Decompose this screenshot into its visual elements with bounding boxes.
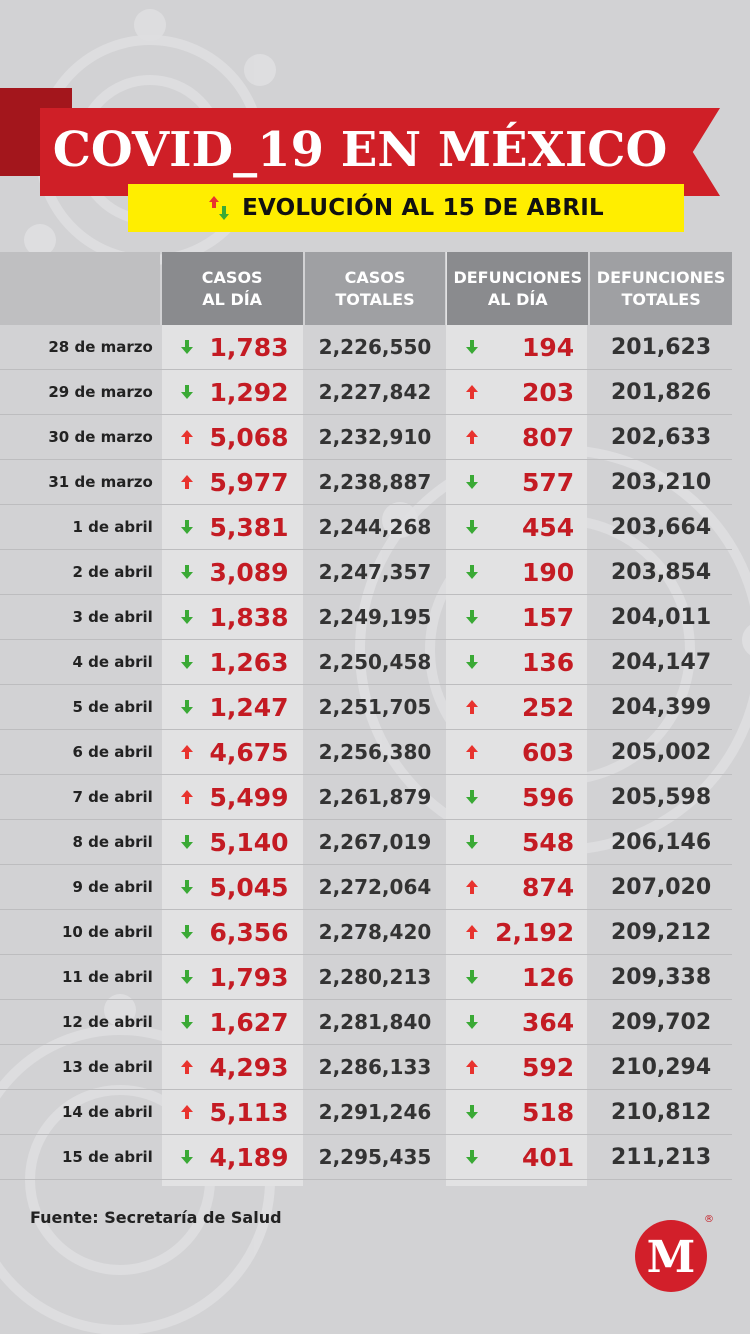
daily-deaths-value: 252 (521, 692, 575, 722)
daily-cases-value: 4,189 (209, 1142, 289, 1172)
total-cases-value: 2,295,435 (318, 1145, 432, 1169)
row-date: 14 de abril (62, 1103, 153, 1121)
total-deaths-value: 207,020 (610, 874, 712, 900)
daily-deaths-value: 364 (521, 1007, 575, 1037)
total-deaths-value: 201,826 (610, 379, 712, 405)
arrow-down-icon (180, 699, 194, 715)
total-deaths-value: 204,011 (610, 604, 712, 630)
total-deaths-value: 205,598 (610, 784, 712, 810)
row-date: 8 de abril (72, 833, 153, 851)
total-cases-value: 2,251,705 (318, 695, 432, 719)
total-deaths-value: 202,633 (610, 424, 712, 450)
arrow-down-icon (180, 879, 194, 895)
arrow-down-icon (465, 969, 479, 985)
table-row (0, 640, 732, 685)
arrow-down-icon (180, 969, 194, 985)
total-deaths-value: 209,212 (610, 919, 712, 945)
total-deaths-value: 204,147 (610, 649, 712, 675)
total-deaths-value: 210,812 (610, 1099, 712, 1125)
total-cases-value: 2,278,420 (318, 920, 432, 944)
arrow-down-icon (180, 924, 194, 940)
row-date: 4 de abril (72, 653, 153, 671)
total-cases-value: 2,238,887 (318, 470, 432, 494)
daily-cases-value: 1,627 (209, 1007, 289, 1037)
arrow-up-icon (465, 429, 479, 445)
arrow-up-icon (465, 924, 479, 940)
arrow-up-icon (180, 789, 194, 805)
arrow-up-icon (465, 699, 479, 715)
row-date: 5 de abril (72, 698, 153, 716)
table-row (0, 595, 732, 640)
row-date: 2 de abril (72, 563, 153, 581)
daily-deaths-value: 596 (521, 782, 575, 812)
total-cases-value: 2,247,357 (318, 560, 432, 584)
total-cases-value: 2,227,842 (318, 380, 432, 404)
row-date: 31 de marzo (48, 473, 153, 491)
daily-deaths-value: 157 (521, 602, 575, 632)
daily-cases-value: 5,977 (209, 467, 289, 497)
total-deaths-value: 201,623 (610, 334, 712, 360)
table-row (0, 325, 732, 370)
table-row (0, 820, 732, 865)
daily-cases-value: 1,793 (209, 962, 289, 992)
daily-deaths-value: 807 (521, 422, 575, 452)
arrow-down-icon (180, 564, 194, 580)
arrow-down-icon (465, 474, 479, 490)
daily-deaths-value: 874 (521, 872, 575, 902)
row-date: 30 de marzo (48, 428, 153, 446)
total-deaths-value: 203,854 (610, 559, 712, 585)
total-cases-value: 2,281,840 (318, 1010, 432, 1034)
total-cases-value: 2,250,458 (318, 650, 432, 674)
row-date: 29 de marzo (48, 383, 153, 401)
total-deaths-value: 203,664 (610, 514, 712, 540)
arrow-down-icon (465, 834, 479, 850)
header-daily-cases: CASOS AL DÍA (162, 252, 303, 325)
total-cases-value: 2,286,133 (318, 1055, 432, 1079)
daily-deaths-value: 518 (521, 1097, 575, 1127)
table-row (0, 1045, 732, 1090)
arrow-up-icon (465, 384, 479, 400)
table-row (0, 730, 732, 775)
daily-deaths-value: 577 (521, 467, 575, 497)
daily-deaths-value: 126 (521, 962, 575, 992)
daily-cases-value: 5,045 (209, 872, 289, 902)
daily-cases-value: 1,783 (209, 332, 289, 362)
table-row (0, 415, 732, 460)
daily-deaths-value: 454 (521, 512, 575, 542)
row-date: 10 de abril (62, 923, 153, 941)
row-date: 3 de abril (72, 608, 153, 626)
arrow-up-icon (180, 1059, 194, 1075)
arrow-up-icon (465, 879, 479, 895)
row-date: 28 de marzo (48, 338, 153, 356)
arrow-up-icon (180, 474, 194, 490)
total-cases-value: 2,232,910 (318, 425, 432, 449)
row-date: 15 de abril (62, 1148, 153, 1166)
header-total-cases: CASOS TOTALES (305, 252, 446, 325)
arrow-down-icon (180, 339, 194, 355)
table-row (0, 505, 732, 550)
registered-mark: ® (704, 1214, 714, 1225)
daily-deaths-value: 190 (521, 557, 575, 587)
arrow-down-icon (180, 519, 194, 535)
total-cases-value: 2,261,879 (318, 785, 432, 809)
covid-table (0, 252, 732, 1180)
table-header (0, 252, 732, 325)
arrow-down-icon (465, 1149, 479, 1165)
total-cases-value: 2,244,268 (318, 515, 432, 539)
total-cases-value: 2,226,550 (318, 335, 432, 359)
arrow-down-icon (465, 609, 479, 625)
subtitle: EVOLUCIÓN AL 15 DE ABRIL (242, 195, 604, 221)
total-cases-value: 2,272,064 (318, 875, 432, 899)
daily-deaths-value: 603 (521, 737, 575, 767)
row-date: 1 de abril (72, 518, 153, 536)
daily-cases-value: 4,675 (209, 737, 289, 767)
daily-cases-value: 1,838 (209, 602, 289, 632)
table-row (0, 460, 732, 505)
daily-cases-value: 3,089 (209, 557, 289, 587)
total-deaths-value: 209,702 (610, 1009, 712, 1035)
total-deaths-value: 205,002 (610, 739, 712, 765)
total-deaths-value: 210,294 (610, 1054, 712, 1080)
table-body (0, 325, 732, 1180)
daily-cases-value: 5,068 (209, 422, 289, 452)
table-row (0, 1000, 732, 1045)
table-row (0, 775, 732, 820)
arrow-down-icon (465, 1104, 479, 1120)
daily-deaths-value: 136 (521, 647, 575, 677)
table-row (0, 865, 732, 910)
total-cases-value: 2,267,019 (318, 830, 432, 854)
daily-cases-value: 5,140 (209, 827, 289, 857)
daily-cases-value: 1,263 (209, 647, 289, 677)
header-date-blank (0, 252, 160, 325)
table-row (0, 550, 732, 595)
arrow-down-icon (180, 1014, 194, 1030)
total-deaths-value: 209,338 (610, 964, 712, 990)
page-title: COVID_19 EN MÉXICO (52, 122, 668, 178)
row-date: 11 de abril (62, 968, 153, 986)
total-cases-value: 2,256,380 (318, 740, 432, 764)
arrow-down-icon (465, 1014, 479, 1030)
arrow-down-icon (180, 834, 194, 850)
daily-cases-value: 5,381 (209, 512, 289, 542)
total-deaths-value: 211,213 (610, 1144, 712, 1170)
table-row (0, 685, 732, 730)
table-row (0, 955, 732, 1000)
arrow-up-icon (180, 429, 194, 445)
row-date: 13 de abril (62, 1058, 153, 1076)
logo-letter: M (646, 1232, 696, 1283)
arrow-down-icon (180, 1149, 194, 1165)
daily-deaths-value: 401 (521, 1142, 575, 1172)
daily-deaths-value: 2,192 (495, 917, 575, 947)
total-deaths-value: 203,210 (610, 469, 712, 495)
arrow-up-icon (465, 744, 479, 760)
total-deaths-value: 204,399 (610, 694, 712, 720)
table-row (0, 1090, 732, 1135)
arrow-down-icon (465, 789, 479, 805)
milenio-logo (633, 1212, 715, 1294)
arrow-down-icon (465, 564, 479, 580)
header-daily-deaths: DEFUNCIONES AL DÍA (447, 252, 588, 325)
row-date: 9 de abril (72, 878, 153, 896)
arrow-down-icon (180, 654, 194, 670)
row-date: 12 de abril (62, 1013, 153, 1031)
daily-cases-value: 1,292 (209, 377, 289, 407)
daily-deaths-value: 203 (521, 377, 575, 407)
arrow-down-icon (465, 519, 479, 535)
arrow-up-icon (465, 1059, 479, 1075)
total-cases-value: 2,280,213 (318, 965, 432, 989)
total-deaths-value: 206,146 (610, 829, 712, 855)
arrow-down-icon (180, 609, 194, 625)
arrow-down-icon (465, 654, 479, 670)
row-date: 7 de abril (72, 788, 153, 806)
table-row (0, 370, 732, 415)
total-cases-value: 2,249,195 (318, 605, 432, 629)
daily-deaths-value: 548 (521, 827, 575, 857)
arrow-down-icon (180, 384, 194, 400)
daily-cases-value: 5,499 (209, 782, 289, 812)
daily-deaths-value: 194 (521, 332, 575, 362)
daily-cases-value: 5,113 (209, 1097, 289, 1127)
table-row (0, 910, 732, 955)
header-total-deaths: DEFUNCIONES TOTALES (590, 252, 732, 325)
up-down-arrows-icon (208, 195, 232, 221)
daily-cases-value: 4,293 (209, 1052, 289, 1082)
table-row (0, 1135, 732, 1180)
row-date: 6 de abril (72, 743, 153, 761)
source-note: Fuente: Secretaría de Salud (30, 1208, 282, 1227)
subtitle-bar (128, 184, 684, 232)
arrow-up-icon (180, 1104, 194, 1120)
daily-cases-value: 1,247 (209, 692, 289, 722)
total-cases-value: 2,291,246 (318, 1100, 432, 1124)
arrow-up-icon (180, 744, 194, 760)
arrow-down-icon (465, 339, 479, 355)
daily-deaths-value: 592 (521, 1052, 575, 1082)
daily-cases-value: 6,356 (209, 917, 289, 947)
